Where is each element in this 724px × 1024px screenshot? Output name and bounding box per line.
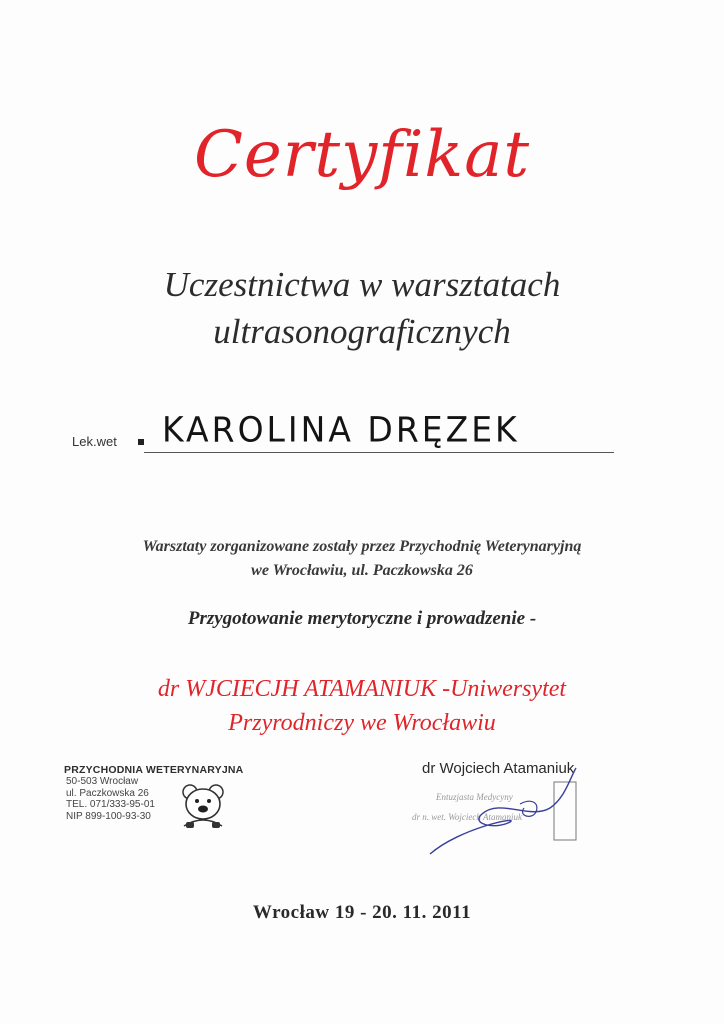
lecturer-line2: Przyrodniczy we Wrocławiu	[228, 710, 496, 736]
clinic-stamp	[64, 764, 254, 834]
signatory-name: dr Wojciech Atamaniuk	[422, 760, 575, 777]
recipient-row	[72, 408, 632, 458]
recipient-bullet	[138, 439, 144, 445]
clinic-nip: NIP 899-100-93-30	[66, 810, 151, 822]
recipient-underline	[144, 452, 614, 453]
preparation-line: Przygotowanie merytoryczne i prowadzenie -	[187, 608, 537, 629]
signature-icon	[400, 758, 600, 858]
clinic-address-line1: 50-503 Wrocław	[66, 776, 139, 787]
certificate-subtitle-line2: ultrasonograficznych	[213, 312, 511, 351]
signature-stamp	[400, 758, 600, 858]
recipient-prefix: Lek.wet	[72, 434, 117, 449]
organizer-line1: Warsztaty zorganizowane zostały przez Przychodnię Weterynaryjną	[142, 538, 582, 555]
stamp-faint-line2: dr n. wet. Wojciech Atamaniuk	[412, 812, 522, 822]
organizer-line2: we Wrocławiu, ul. Paczkowska 26	[251, 562, 473, 579]
bear-icon	[176, 782, 230, 830]
recipient-name: KAROLINA DRĘZEK	[162, 409, 520, 450]
clinic-address-line2: ul. Paczkowska 26	[66, 787, 149, 799]
certificate-title: Certyfikat	[193, 118, 531, 192]
clinic-phone: TEL. 071/333-95-01	[66, 799, 155, 810]
stamp-faint-line1: Entuzjasta Medycyny	[436, 792, 513, 802]
clinic-name: PRZYCHODNIA WETERYNARYJNA	[64, 764, 244, 776]
lecturer-line1: dr WJCIECJH ATAMANIUK -Uniwersytet	[157, 676, 567, 702]
date-place: Wrocław 19 - 20. 11. 2011	[252, 902, 472, 923]
certificate-subtitle-line1: Uczestnictwa w warsztatach	[163, 265, 561, 304]
